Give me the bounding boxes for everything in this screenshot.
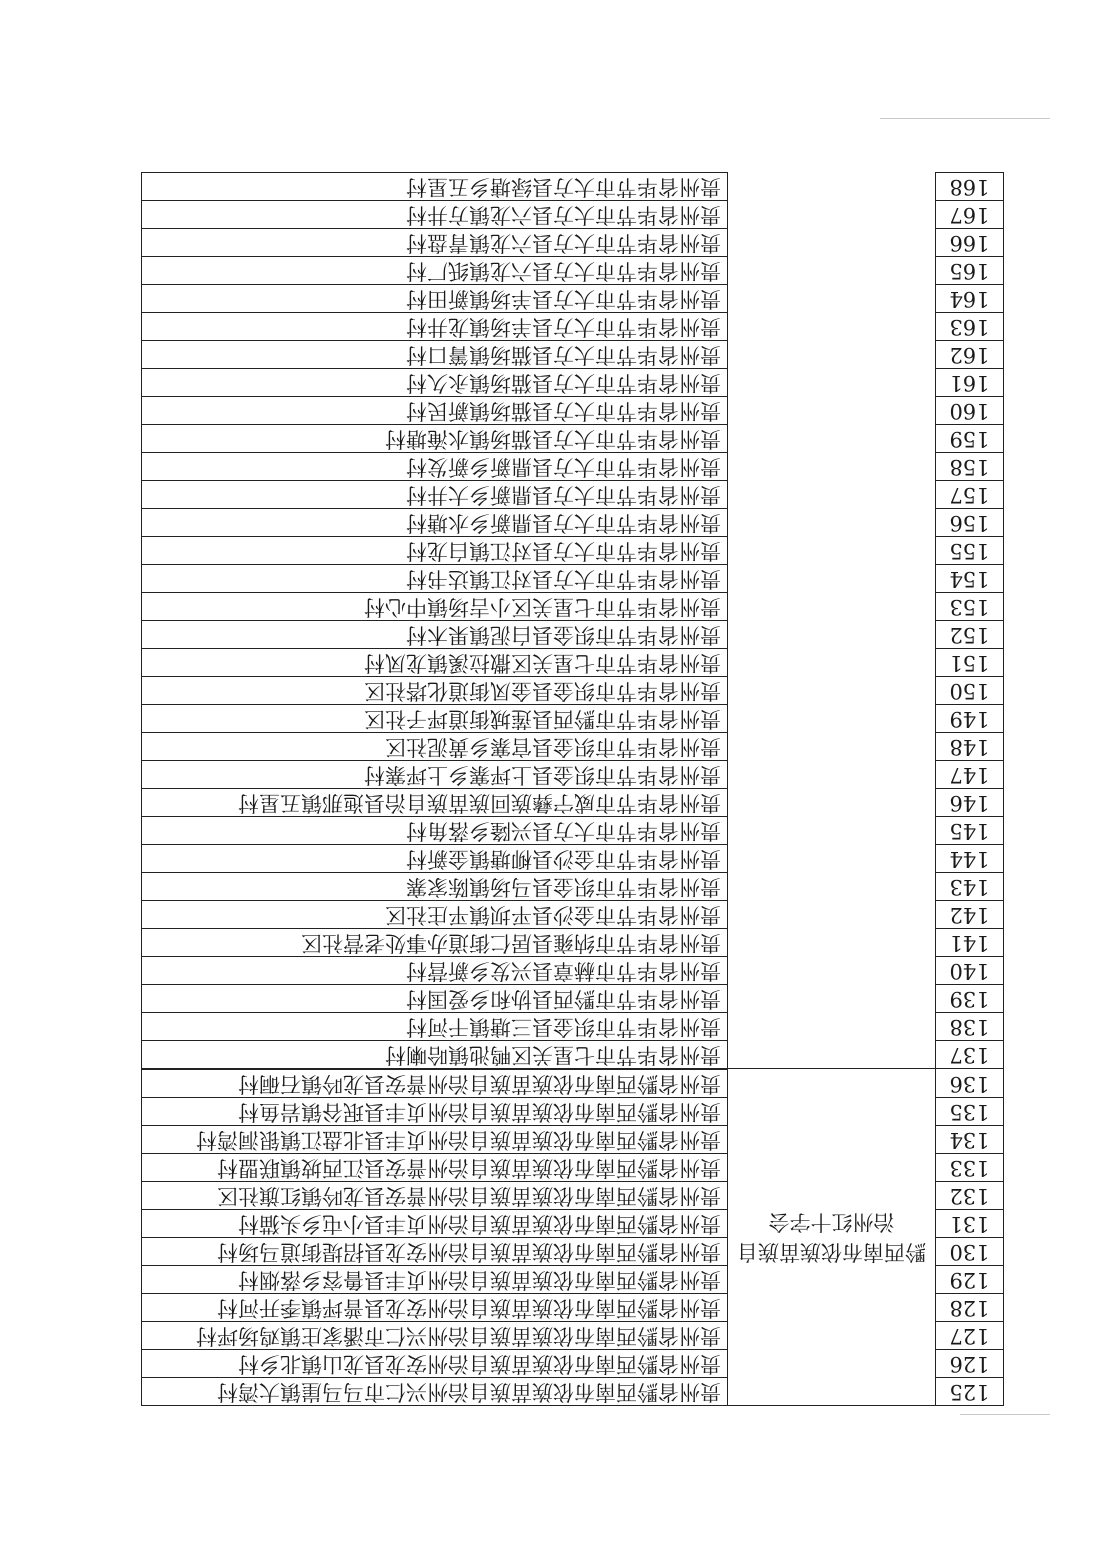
row-number: 127 bbox=[936, 1322, 1004, 1350]
scan-mark bbox=[960, 1414, 1050, 1415]
row-location: 贵州省毕节市织金县金凤街道化塔社区 bbox=[142, 677, 728, 705]
table-row bbox=[142, 1378, 1004, 1406]
row-number: 137 bbox=[936, 1041, 1004, 1070]
row-location: 贵州省毕节市大方县兴隆乡落角村 bbox=[142, 817, 728, 845]
row-number: 134 bbox=[936, 1126, 1004, 1154]
roster-table bbox=[141, 172, 1004, 1406]
row-number: 128 bbox=[936, 1294, 1004, 1322]
row-location: 贵州省黔西南布依族苗族自治州安龙县龙山镇北乡村 bbox=[142, 1350, 728, 1378]
row-number: 160 bbox=[936, 397, 1004, 425]
row-number: 157 bbox=[936, 481, 1004, 509]
row-number: 166 bbox=[936, 229, 1004, 257]
row-number: 126 bbox=[936, 1350, 1004, 1378]
row-number: 139 bbox=[936, 985, 1004, 1013]
row-location: 贵州省毕节市大方县猫场镇新民村 bbox=[142, 397, 728, 425]
row-number: 138 bbox=[936, 1013, 1004, 1041]
org-unit-cell-empty bbox=[728, 173, 936, 1070]
row-location: 贵州省毕节市大方县羊场镇龙井村 bbox=[142, 313, 728, 341]
row-location: 贵州省黔西南布依族苗族自治州贞丰县鲁容乡落烟村 bbox=[142, 1266, 728, 1294]
row-number: 125 bbox=[936, 1378, 1004, 1406]
row-number: 129 bbox=[936, 1266, 1004, 1294]
row-number: 132 bbox=[936, 1182, 1004, 1210]
row-location: 贵州省毕节市威宁彝族回族苗族自治县迤那镇五星村 bbox=[142, 789, 728, 817]
row-number: 153 bbox=[936, 593, 1004, 621]
row-number: 144 bbox=[936, 845, 1004, 873]
row-location: 贵州省毕节市织金县白泥镇果木村 bbox=[142, 621, 728, 649]
row-location: 贵州省毕节市金沙县平坝镇平庄社区 bbox=[142, 901, 728, 929]
row-number: 159 bbox=[936, 425, 1004, 453]
row-location: 贵州省毕节市大方县猫场镇箐口村 bbox=[142, 341, 728, 369]
row-location: 贵州省毕节市大方县六龙镇青盘村 bbox=[142, 229, 728, 257]
row-number: 163 bbox=[936, 313, 1004, 341]
scan-mark bbox=[880, 118, 1050, 119]
row-number: 148 bbox=[936, 733, 1004, 761]
row-location: 贵州省毕节市大方县鼎新乡新发村 bbox=[142, 453, 728, 481]
row-number: 143 bbox=[936, 873, 1004, 901]
row-number: 145 bbox=[936, 817, 1004, 845]
row-number: 165 bbox=[936, 257, 1004, 285]
row-location: 贵州省黔西南布依族苗族自治州安龙县普坪镇季开河村 bbox=[142, 1294, 728, 1322]
row-location: 贵州省毕节市大方县羊场镇新田村 bbox=[142, 285, 728, 313]
row-number: 141 bbox=[936, 929, 1004, 957]
row-number: 133 bbox=[936, 1154, 1004, 1182]
row-location: 贵州省毕节市大方县六龙镇纸厂村 bbox=[142, 257, 728, 285]
row-location: 贵州省毕节市织金县上坪寨乡上坪寨村 bbox=[142, 761, 728, 789]
row-location: 贵州省毕节市大方县鼎新乡水塘村 bbox=[142, 509, 728, 537]
row-number: 135 bbox=[936, 1098, 1004, 1126]
row-number: 136 bbox=[936, 1069, 1004, 1098]
row-number: 151 bbox=[936, 649, 1004, 677]
row-number: 161 bbox=[936, 369, 1004, 397]
row-location: 贵州省黔西南布依族苗族自治州普安县龙吟镇红旗社区 bbox=[142, 1182, 728, 1210]
row-number: 164 bbox=[936, 285, 1004, 313]
row-location: 贵州省毕节市大方县对江镇白龙村 bbox=[142, 537, 728, 565]
row-number: 167 bbox=[936, 201, 1004, 229]
row-location: 贵州省黔西南布依族苗族自治州兴仁市潘家庄镇鸡场坪村 bbox=[142, 1322, 728, 1350]
row-number: 162 bbox=[936, 341, 1004, 369]
row-number: 146 bbox=[936, 789, 1004, 817]
row-location: 贵州省毕节市织金县马场镇陈家寨 bbox=[142, 873, 728, 901]
roster-body bbox=[142, 173, 1004, 1406]
row-location: 贵州省毕节市七星关区小吉场镇中心村 bbox=[142, 593, 728, 621]
row-location: 贵州省毕节市黔西县协和乡爱国村 bbox=[142, 985, 728, 1013]
row-location: 贵州省毕节市纳雍县居仁街道办事处老营社区 bbox=[142, 929, 728, 957]
row-number: 158 bbox=[936, 453, 1004, 481]
table-row bbox=[142, 1041, 1004, 1070]
row-location: 贵州省毕节市黔西县莲城街道坪子社区 bbox=[142, 705, 728, 733]
row-location: 贵州省黔西南布依族苗族自治州兴仁市马马崖镇大湾村 bbox=[142, 1378, 728, 1406]
row-location: 贵州省黔西南布依族苗族自治州贞丰县珉谷镇岩鱼村 bbox=[142, 1098, 728, 1126]
org-unit-cell bbox=[728, 1069, 936, 1406]
row-location: 贵州省黔西南布依族苗族自治州普安县江西坡镇联盟村 bbox=[142, 1154, 728, 1182]
row-number: 142 bbox=[936, 901, 1004, 929]
row-location: 贵州省毕节市大方县六龙镇方井村 bbox=[142, 201, 728, 229]
row-location: 贵州省毕节市赫章县兴发乡新营村 bbox=[142, 957, 728, 985]
row-location: 贵州省毕节市七星关区鸭池镇哈喇村 bbox=[142, 1041, 728, 1070]
row-number: 130 bbox=[936, 1238, 1004, 1266]
row-location: 贵州省黔西南布依族苗族自治州普安县龙吟镇石硐村 bbox=[142, 1069, 728, 1098]
row-location: 贵州省毕节市七星关区撒拉溪镇龙凤村 bbox=[142, 649, 728, 677]
row-number: 156 bbox=[936, 509, 1004, 537]
row-location: 贵州省毕节市大方县对江镇达书村 bbox=[142, 565, 728, 593]
row-number: 140 bbox=[936, 957, 1004, 985]
row-number: 150 bbox=[936, 677, 1004, 705]
row-location: 贵州省黔西南布依族苗族自治州安龙县招堤街道马场村 bbox=[142, 1238, 728, 1266]
row-number: 155 bbox=[936, 537, 1004, 565]
row-number: 147 bbox=[936, 761, 1004, 789]
row-number: 131 bbox=[936, 1210, 1004, 1238]
row-location: 贵州省毕节市织金县官寨乡黄泥社区 bbox=[142, 733, 728, 761]
row-location: 贵州省毕节市大方县绿塘乡五星村 bbox=[142, 173, 728, 201]
row-location: 贵州省黔西南布依族苗族自治州贞丰县小屯乡头猫村 bbox=[142, 1210, 728, 1238]
row-location: 贵州省毕节市金沙县柳塘镇金新村 bbox=[142, 845, 728, 873]
row-location: 贵州省毕节市大方县猫场镇永久村 bbox=[142, 369, 728, 397]
row-number: 154 bbox=[936, 565, 1004, 593]
org-unit-name: 黔西南布依族苗族自治州红十字会 bbox=[737, 1210, 926, 1265]
row-location: 贵州省黔西南布依族苗族自治州贞丰县北盘江镇银洞湾村 bbox=[142, 1126, 728, 1154]
row-number: 149 bbox=[936, 705, 1004, 733]
row-number: 168 bbox=[936, 173, 1004, 201]
row-location: 贵州省毕节市织金县三塘镇干河村 bbox=[142, 1013, 728, 1041]
row-location: 贵州省毕节市大方县鼎新乡大井村 bbox=[142, 481, 728, 509]
row-number: 152 bbox=[936, 621, 1004, 649]
row-location: 贵州省毕节市大方县猫场镇水淹塘村 bbox=[142, 425, 728, 453]
